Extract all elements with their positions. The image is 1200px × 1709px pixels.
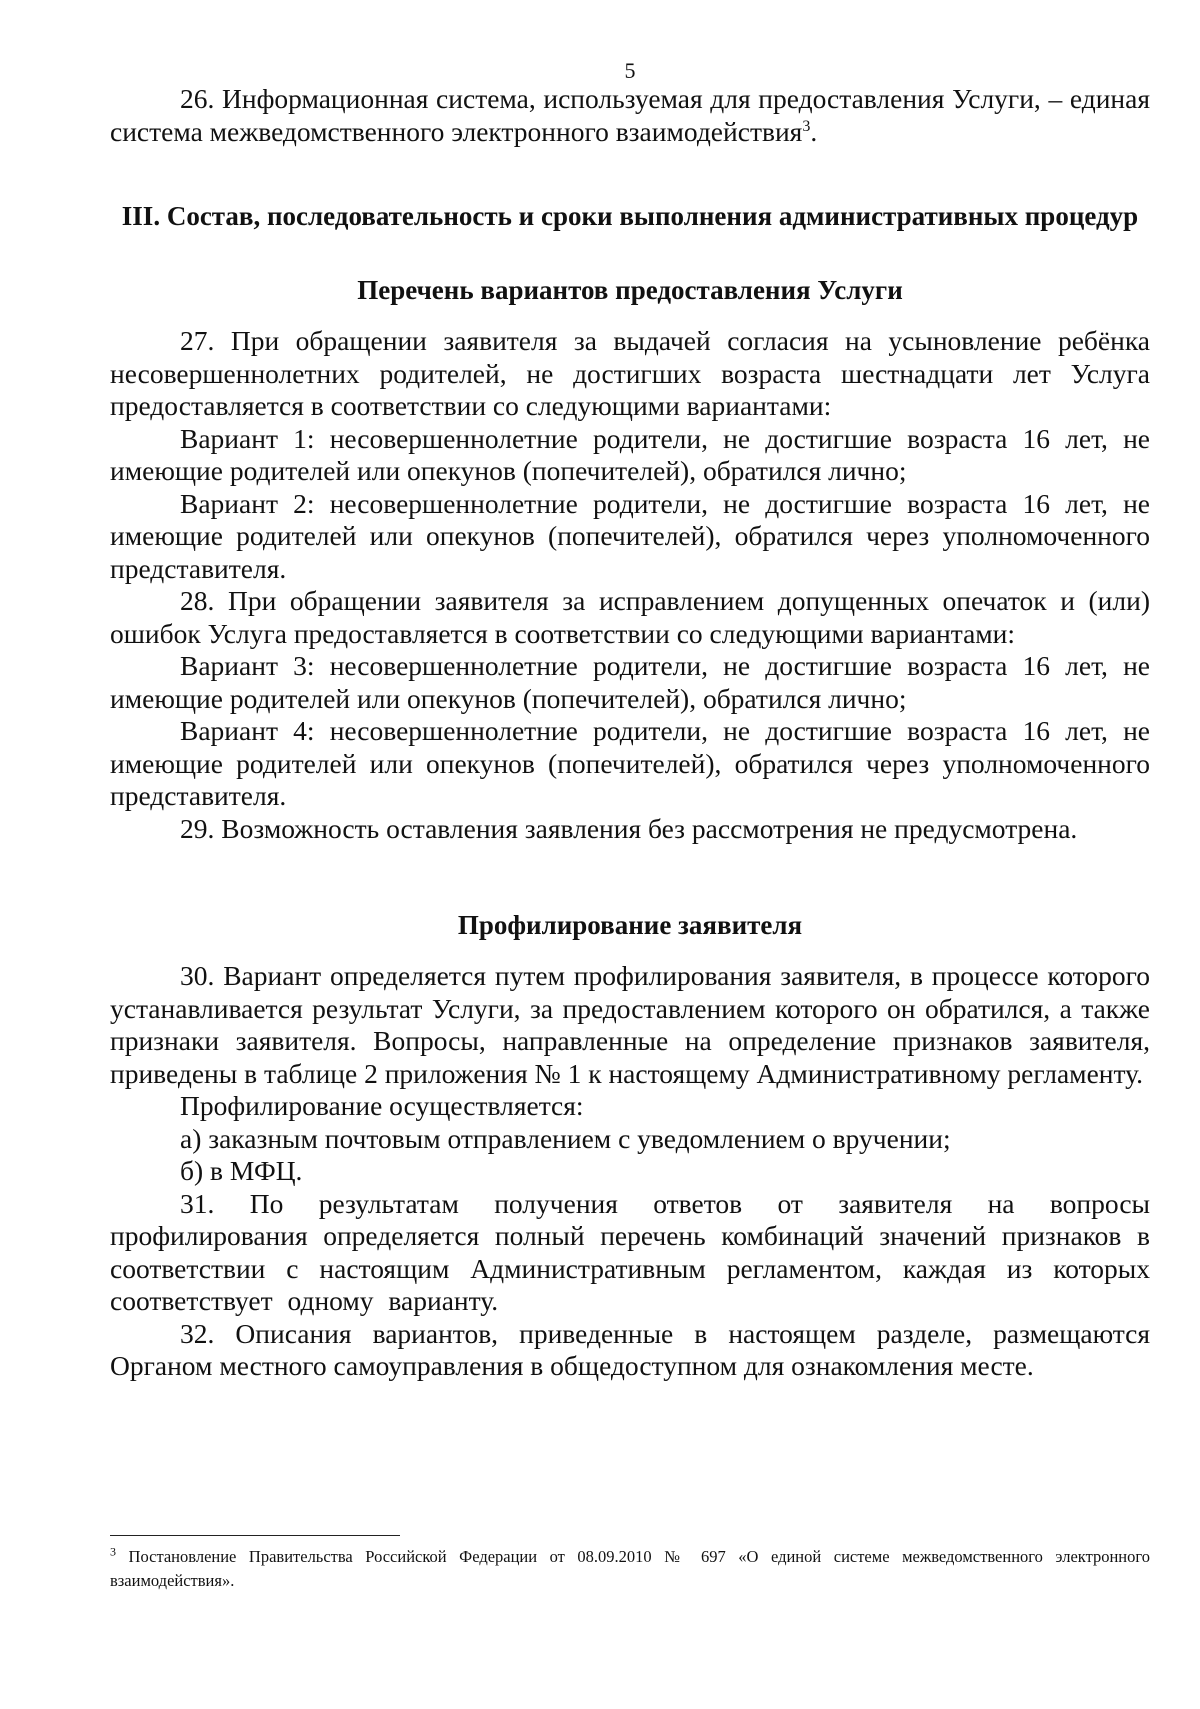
paragraph-28: 28. При обращении заявителя за исправлением допущенных опечаток и (или) ошибок Услуга предоставляется в соответствии со следующими вариантами: [110, 585, 1150, 649]
section-heading: III. Состав, последовательность и сроки выполнения административных процедур [121, 201, 1139, 231]
footnote-number: 3 [110, 1544, 116, 1559]
profiling-item-b: б) в МФЦ. [180, 1155, 303, 1186]
footnote-reference: 3 [802, 117, 811, 135]
footnote-text: Постановление Правительства Российской Федерации от 08.09.2010 № 697 «О единой системе межведомственного электронного взаимодействия». [110, 1547, 1150, 1590]
profiling-item-a: а) заказным почтовым отправлением с уведомлением о вручении; [180, 1122, 951, 1154]
subheading-variants: Перечень вариантов предоставления Услуги [357, 275, 903, 305]
variant-3: Вариант 3: несовершеннолетние родители, не достигшие возраста 16 лет, не имеющие родителей или опекунов (попечителей), обратился лично; [110, 650, 1150, 714]
paragraph-26-end: . [810, 115, 818, 147]
footnote [110, 1545, 1150, 1593]
document-body [110, 83, 1150, 1383]
variant-2: Вариант 2: несовершеннолетние родители, не достигшие возраста 16 лет, не имеющие родителей или опекунов (попечителей), обратился через уполномоченного представителя. [110, 487, 1150, 584]
subheading-profiling: Профилирование заявителя [457, 910, 803, 940]
profiling-intro: Профилирование осуществляется: [180, 1090, 584, 1121]
paragraph-27: 27. При обращении заявителя за выдачей согласия на усыновление ребёнка несовершеннолетних родителей, не достигших возраста шестнадцати лет Услуга предоставляется в соответствии со следующими вариантами: [110, 325, 1150, 421]
paragraph-30: 30. Вариант определяется путем профилирования заявителя, в процессе которого устанавливается результат Услуги, за предоставлением которого он обратился, а также признаки заявителя. Вопросы, направленные на определение признаков заявителя, приведены в таблице 2 приложения № 1 к настоящему Административному регламенту. [110, 960, 1150, 1089]
paragraph-26-text: 26. Информационная система, используемая для предоставления Услуги, – единая система межведомственного электронного взаимодействия [110, 83, 1150, 147]
paragraph-26 [110, 83, 1150, 148]
footnote-separator [110, 1535, 400, 1536]
page-number: 5 [624, 58, 636, 83]
paragraph-29: 29. Возможность оставления заявления без рассмотрения не предусмотрена. [180, 812, 1078, 844]
variant-4: Вариант 4: несовершеннолетние родители, не достигшие возраста 16 лет, не имеющие родителей или опекунов (попечителей), обратился через уполномоченного представителя. [110, 715, 1150, 811]
variant-1: Вариант 1: несовершеннолетние родители, не достигшие возраста 16 лет, не имеющие родителей или опекунов (попечителей), обратился лично; [110, 422, 1150, 486]
paragraph-31: 31. По результатам получения ответов от заявителя на вопросы профилирования определяется полный перечень комбинаций значений признаков в соответствии с настоящим Административным регламентом, каждая из которых соответствует одному варианту. [110, 1187, 1150, 1316]
paragraph-32: 32. Описания вариантов, приведенные в настоящем разделе, размещаются Органом местного самоуправления в общедоступном для ознакомления месте. [110, 1317, 1150, 1381]
